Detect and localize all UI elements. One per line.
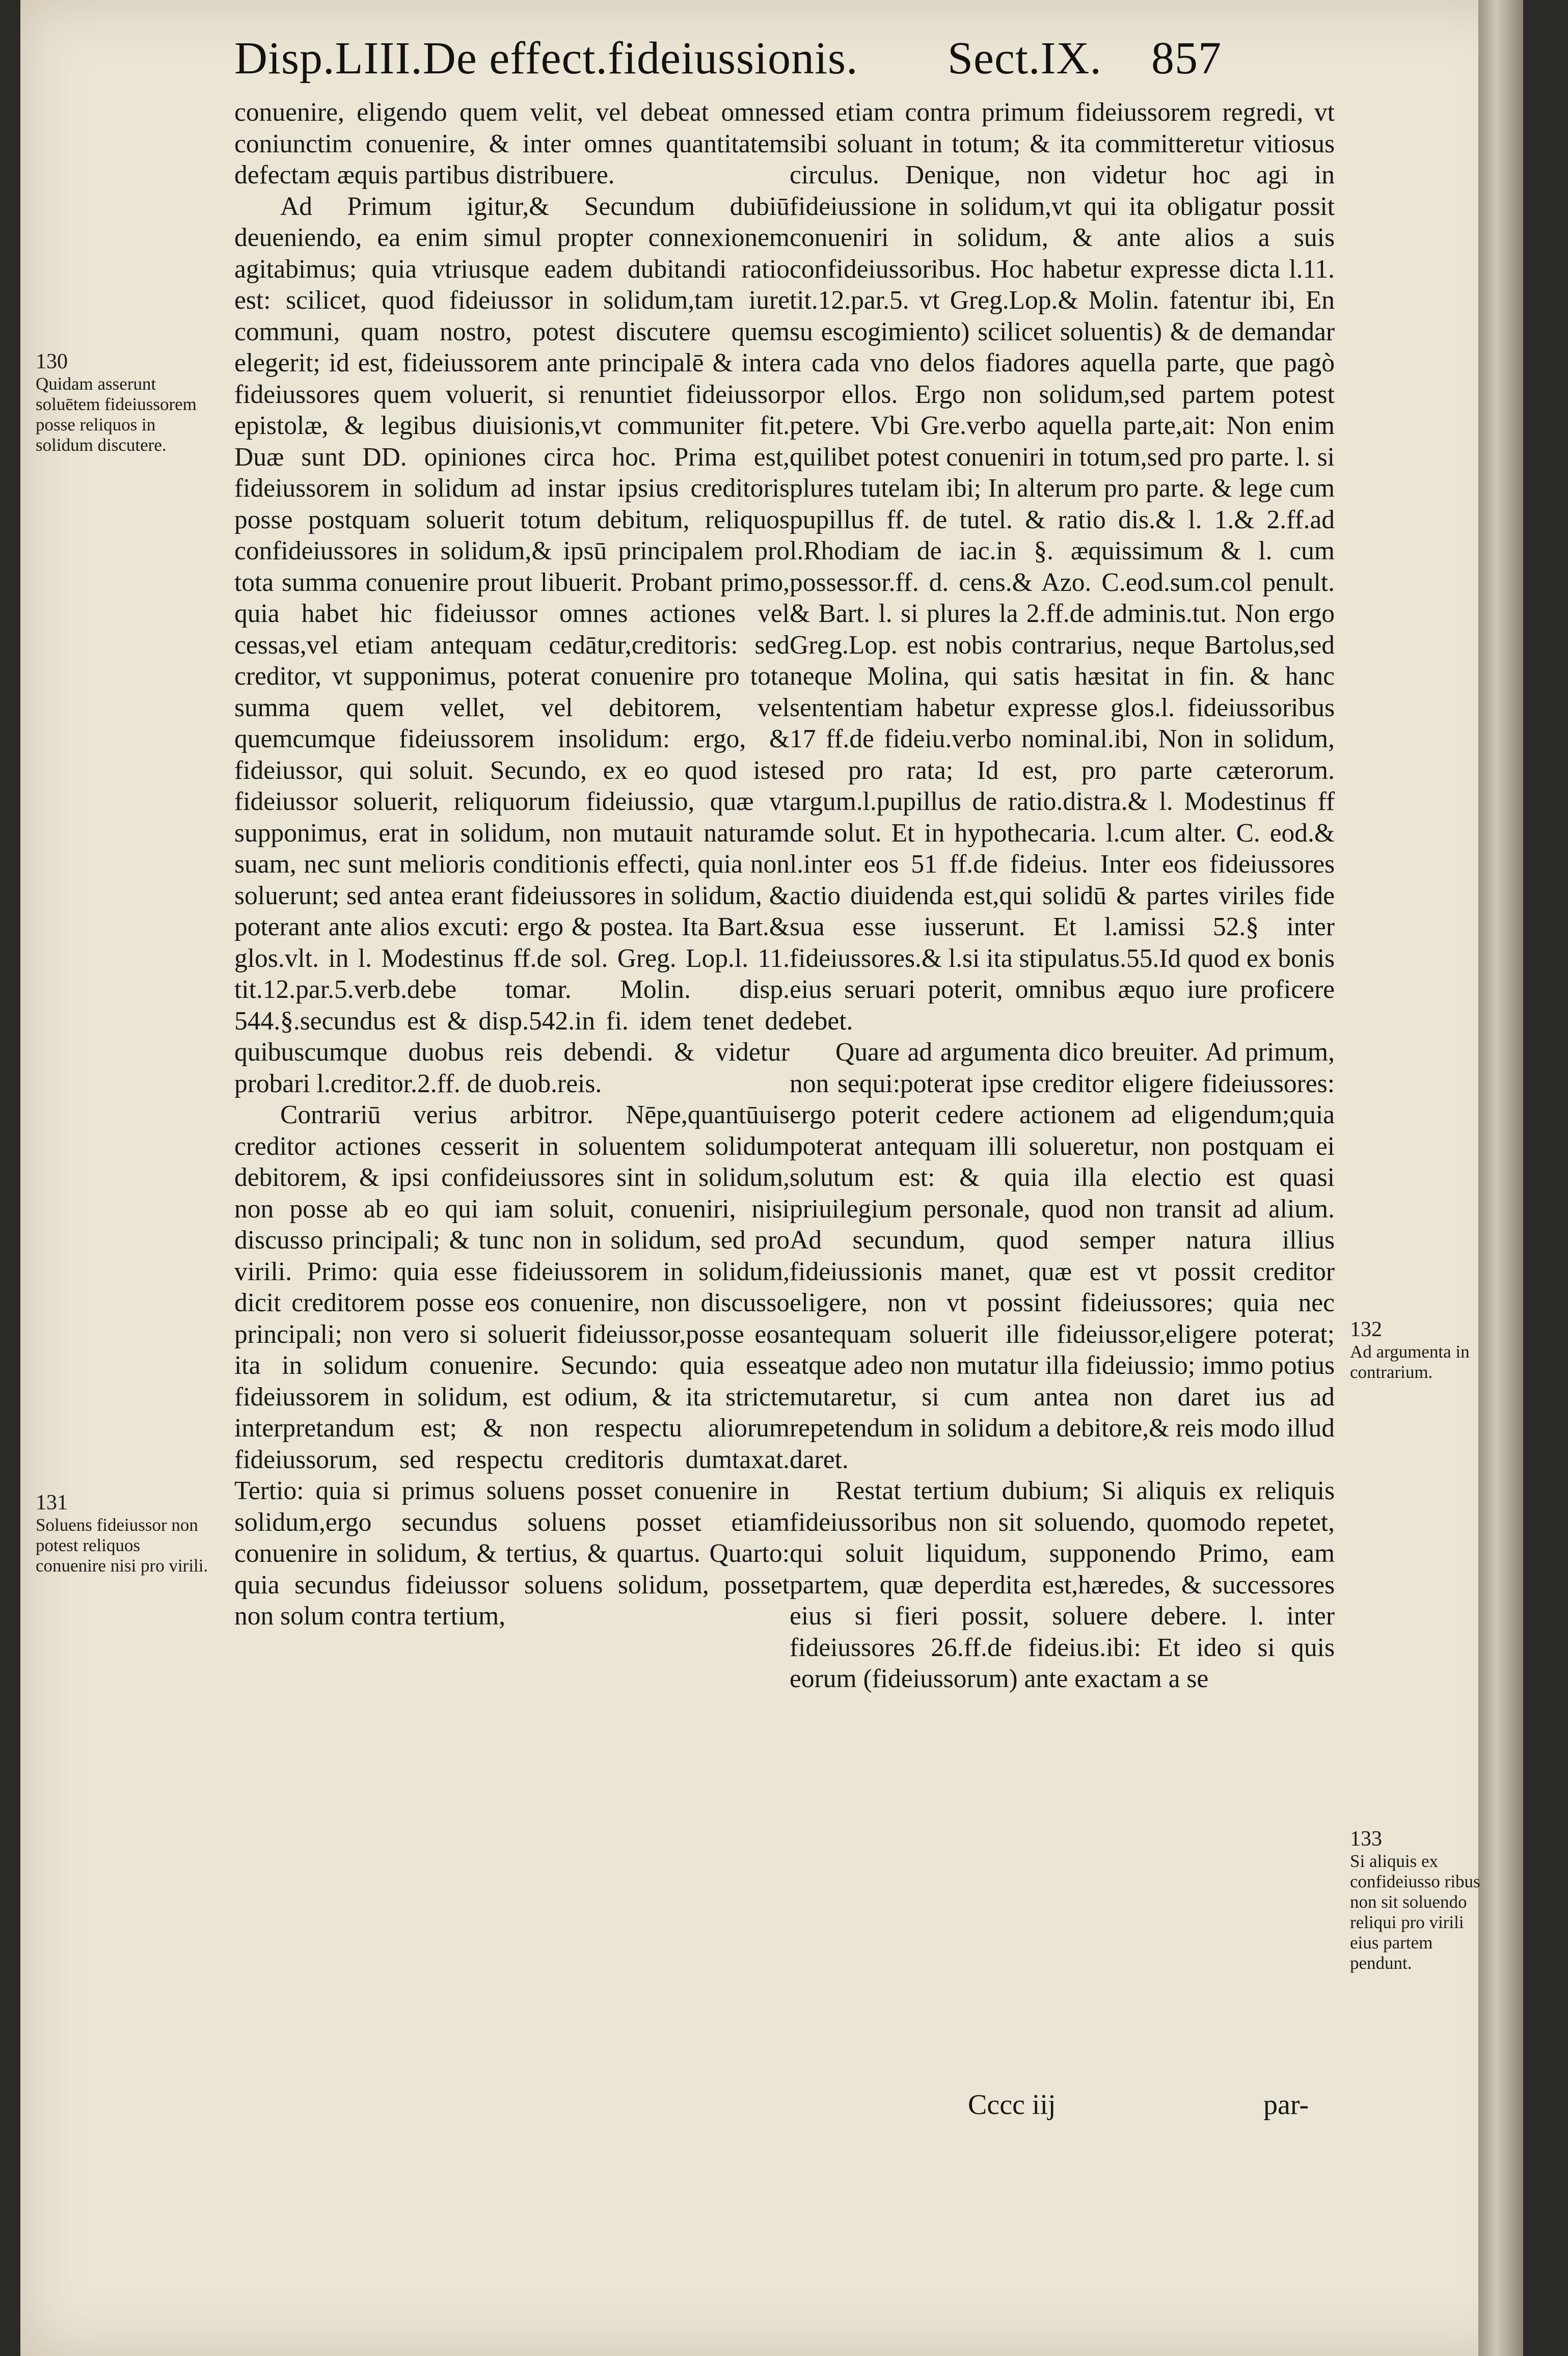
- running-head-title: Disp.LIII.De effect.fideiussionis.: [234, 33, 858, 84]
- book-page: [20, 0, 1523, 2356]
- margin-note-number: 131: [36, 1491, 68, 1514]
- margin-note-131: [36, 1493, 209, 1576]
- margin-note-text: Si aliquis ex confideiusso ribus non sit soluendo reliqui pro virili eius partem pendunt.: [1350, 1851, 1480, 1973]
- paragraph: Restat tertium dubium; Si aliquis ex reliquis fideiussoribus non sit soluendo, quomodo repetet, qui soluit liquidum, supponendo Primo, eam partem, quæ deperdita est,hæredes, & successores eius si fieri possit, soluere debere. l. inter fideiussores 26.ff.de fideius.ibi: Et ideo si quis eorum (fideiussorum) ante exactam a se: [790, 1476, 1335, 1693]
- paragraph: Contrariū verius arbitror. Nēpe,quantūuis creditor actiones cesserit in soluentem solidum debitorem, & ipsi confideiussores sint in solidum, non posse ab eo qui iam soluit, conueniri, nisi discusso principali; & tunc non in solidum, sed pro virili. Primo: quia esse fideiussorem in solidum, dicit creditorem posse eos conuenire, non discusso principali; non vero si soluerit fideiussor,posse eos ita in solidum conuenire. Secundo: quia esse fideiussorem in solidum, est odium, & ita stricte interpretandum est; & non respectu aliorum fideiussorum, sed respectu creditoris dumtaxat. Tertio: quia si primus soluens posset conuenire in solidum,ergo secundus soluens posset etiam conuenire in solidum, & tertius, & quartus. Quarto: quia secundus fideiussor soluens solidum, posset non solum contra tertium,: [234, 1100, 790, 1631]
- running-head-section: Sect.IX.: [948, 33, 1102, 84]
- running-head: [234, 15, 1355, 102]
- margin-note-number: 133: [1350, 1827, 1382, 1851]
- catchword: par-: [1263, 2089, 1309, 2121]
- book-gutter: [1478, 0, 1523, 2356]
- margin-note-text: Soluens fideiussor non potest reliquos conuenire nisi pro virili.: [36, 1515, 208, 1576]
- margin-note-132: [1350, 1319, 1482, 1383]
- paragraph: Quare ad argumenta dico breuiter. Ad primum, non sequi:poterat ipse creditor eligere fideiussores: ergo poterit cedere actionem ad eligendum;quia poterat antequam illi solueretur, non postquam ei solutum est: & quia illa electio est quasi priuilegium personale, quod non transit ad alium. Ad secundum, quod semper natura illius fideiussionis manet, quæ est vt possit creditor eligere, non vt possint fideiussores; quia nec antequam soluerit ille fideiussor,eligere poterat; atque adeo non mutatur illa fideiussio; immo potius mutaretur, si cum antea non daret ius ad repetendum in solidum a debitore,& reis modo illud daret.: [790, 1038, 1335, 1474]
- signature-mark: Cccc iij: [968, 2089, 1056, 2121]
- margin-note-130: [36, 351, 204, 455]
- paragraph: sed etiam contra primum fideiussorem regredi, vt sibi soluant in totum; & ita committeretur vitiosus circulus. Denique, non videtur hoc agi in fideiussione in solidum,vt qui ita obligatur possit conueniri in solidum, & ante alios a suis confideiussoribus. Hoc habetur expresse dicta l.11. tit.12.par.5. vt Greg.Lop.& Molin. fatentur ibi, En su escogimiento) scilicet soluentis) & de demandar a cada vno delos fiadores aquella parte, que pagò por ellos. Ergo non solidum,sed partem potest petere. Vbi Gre.verbo aquella parte,ait: Non enim quilibet potest conueniri in totum,sed pro parte. l. si plures tutelam ibi; In alterum pro parte. & lege cum pupillus ff. de tutel. & ratio dis.& l. 1.& 2.ff.ad l.Rhodiam de iac.in §. æquissimum & l. cum possessor.ff. d. cens.& Azo. C.eod.sum.col penult. & Bart. l. si plures la 2.ff.de adminis.tut. Non ergo Greg.Lop. est nobis contrarius, neque Bartolus,sed neque Molina, qui satis hæsitat in fin. & hanc sententiam habetur expresse glos.l. fideiussoribus 17 ff.de fideiu.verbo nominal.ibi, Non in solidum, sed pro rata; Id est, pro parte cæterorum. argum.l.pupillus de ratio.distra.& l. Modestinus ff de solut. Et in hypothecaria. l.cum alter. C. eod.& l.inter eos 51 ff.de fideius. Inter eos fideiussores actio diuidenda est,qui solidū & partes viriles fide sua esse iusserunt. Et l.amissi 52.§ inter fideiussores.& l.si ita stipulatus.55.Id quod ex bonis eius seruari poterit, omnibus æquo iure proficere debet.: [790, 98, 1335, 1036]
- page-number: 857: [1151, 33, 1222, 84]
- margin-note-text: Quidam asserunt soluētem fideiussorem posse reliquos in solidum discutere.: [36, 374, 197, 455]
- margin-note-text: Ad argumenta in contrarium.: [1350, 1342, 1470, 1382]
- paragraph: conuenire, eligendo quem velit, vel debeat omnes coniunctim conuenire, & inter omnes quantitatem defectam æquis partibus distribuere.: [234, 98, 790, 189]
- margin-note-number: 130: [36, 350, 68, 373]
- paragraph: Ad Primum igitur,& Secundum dubiū deueniendo, ea enim simul propter connexionem agitabimus; quia vtriusque eadem dubitandi ratio est: scilicet, quod fideiussor in solidum,tam iure communi, quam nostro, potest discutere quem elegerit; id est, fideiussorem ante principalē & inter fideiussores quem voluerit, si renuntiet fideiussor epistolæ, & legibus diuisionis,vt communiter fit. Duæ sunt DD. opiniones circa hoc. Prima est, fideiussorem in solidum ad instar ipsius creditoris posse postquam soluerit totum debitum, reliquos confideiussores in solidum,& ipsū principalem pro tota summa conuenire prout libuerit. Probant primo, quia habet hic fideiussor omnes actiones vel cessas,vel etiam antequam cedātur,creditoris: sed creditor, vt supponimus, poterat conuenire pro tota summa quem vellet, vel debitorem, vel quemcumque fideiussorem insolidum: ergo, & fideiussor, qui soluit. Secundo, ex eo quod iste fideiussor soluerit, reliquorum fideiussio, quæ vt supponimus, erat in solidum, non mutauit naturam suam, nec sunt melioris conditionis effecti, quia non soluerunt; sed antea erant fideiussores in solidum, & poterant ante alios excuti: ergo & postea. Ita Bart.& glos.vlt. in l. Modestinus ff.de sol. Greg. Lop.l. 11. tit.12.par.5.verb.debe tomar. Molin. disp. 544.§.secundus est & disp.542.in fi. idem tenet de quibuscumque duobus reis debendi. & videtur probari l.creditor.2.ff. de duob.reis.: [234, 192, 790, 1098]
- text-column-right: [790, 97, 1335, 1695]
- margin-note-number: 132: [1350, 1318, 1382, 1341]
- text-column-left: [234, 97, 790, 1632]
- margin-note-133: [1350, 1829, 1482, 1973]
